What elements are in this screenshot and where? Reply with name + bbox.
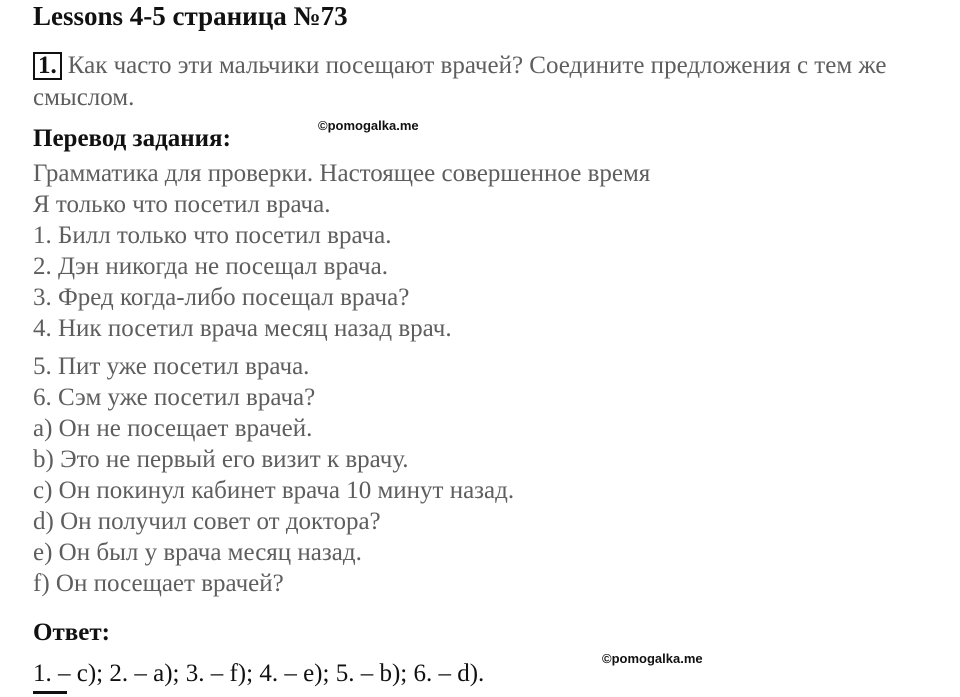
translation-line: e) Он был у врача месяц назад. <box>33 539 362 566</box>
translation-line: Грамматика для проверки. Настоящее совершенное время <box>33 160 651 187</box>
translation-line: Я только что посетил врача. <box>33 191 331 218</box>
translation-line: 2. Дэн никогда не посещал врача. <box>33 253 388 280</box>
translation-line: 3. Фред когда-либо посещал врача? <box>33 284 410 311</box>
translation-line: 6. Сэм уже посетил врача? <box>33 384 316 411</box>
answer-underline <box>33 691 67 694</box>
translation-line: f) Он посещает врачей? <box>33 570 284 597</box>
answer-text: 1. – c); 2. – a); 3. – f); 4. – e); 5. – b); 6. – d). <box>33 660 485 687</box>
translation-line: c) Он покинул кабинет врача 10 минут назад. <box>33 477 515 504</box>
page-title: Lessons 4-5 страница №73 <box>33 1 348 31</box>
translation-line: 1. Билл только что посетил врача. <box>33 222 392 249</box>
task-number-badge: 1. <box>33 52 62 80</box>
translation-line: d) Он получил совет от доктора? <box>33 508 381 535</box>
translation-lines <box>33 158 650 599</box>
translation-line: 4. Ник посетил врача месяц назад врач. <box>33 315 452 342</box>
watermark: ©pomogalka.me <box>318 118 419 133</box>
translation-line: a) Он не посещает врачей. <box>33 415 313 442</box>
task-text: Как часто эти мальчики посещают врачей? Соедините предложения с тем же смыслом. <box>33 52 887 111</box>
translation-line: b) Это не первый его визит к врачу. <box>33 446 409 473</box>
task-statement <box>33 50 923 114</box>
answer-heading: Ответ: <box>33 619 110 646</box>
watermark: ©pomogalka.me <box>602 651 703 666</box>
translation-heading: Перевод задания: <box>33 125 231 152</box>
translation-line: 5. Пит уже посетил врача. <box>33 353 310 380</box>
